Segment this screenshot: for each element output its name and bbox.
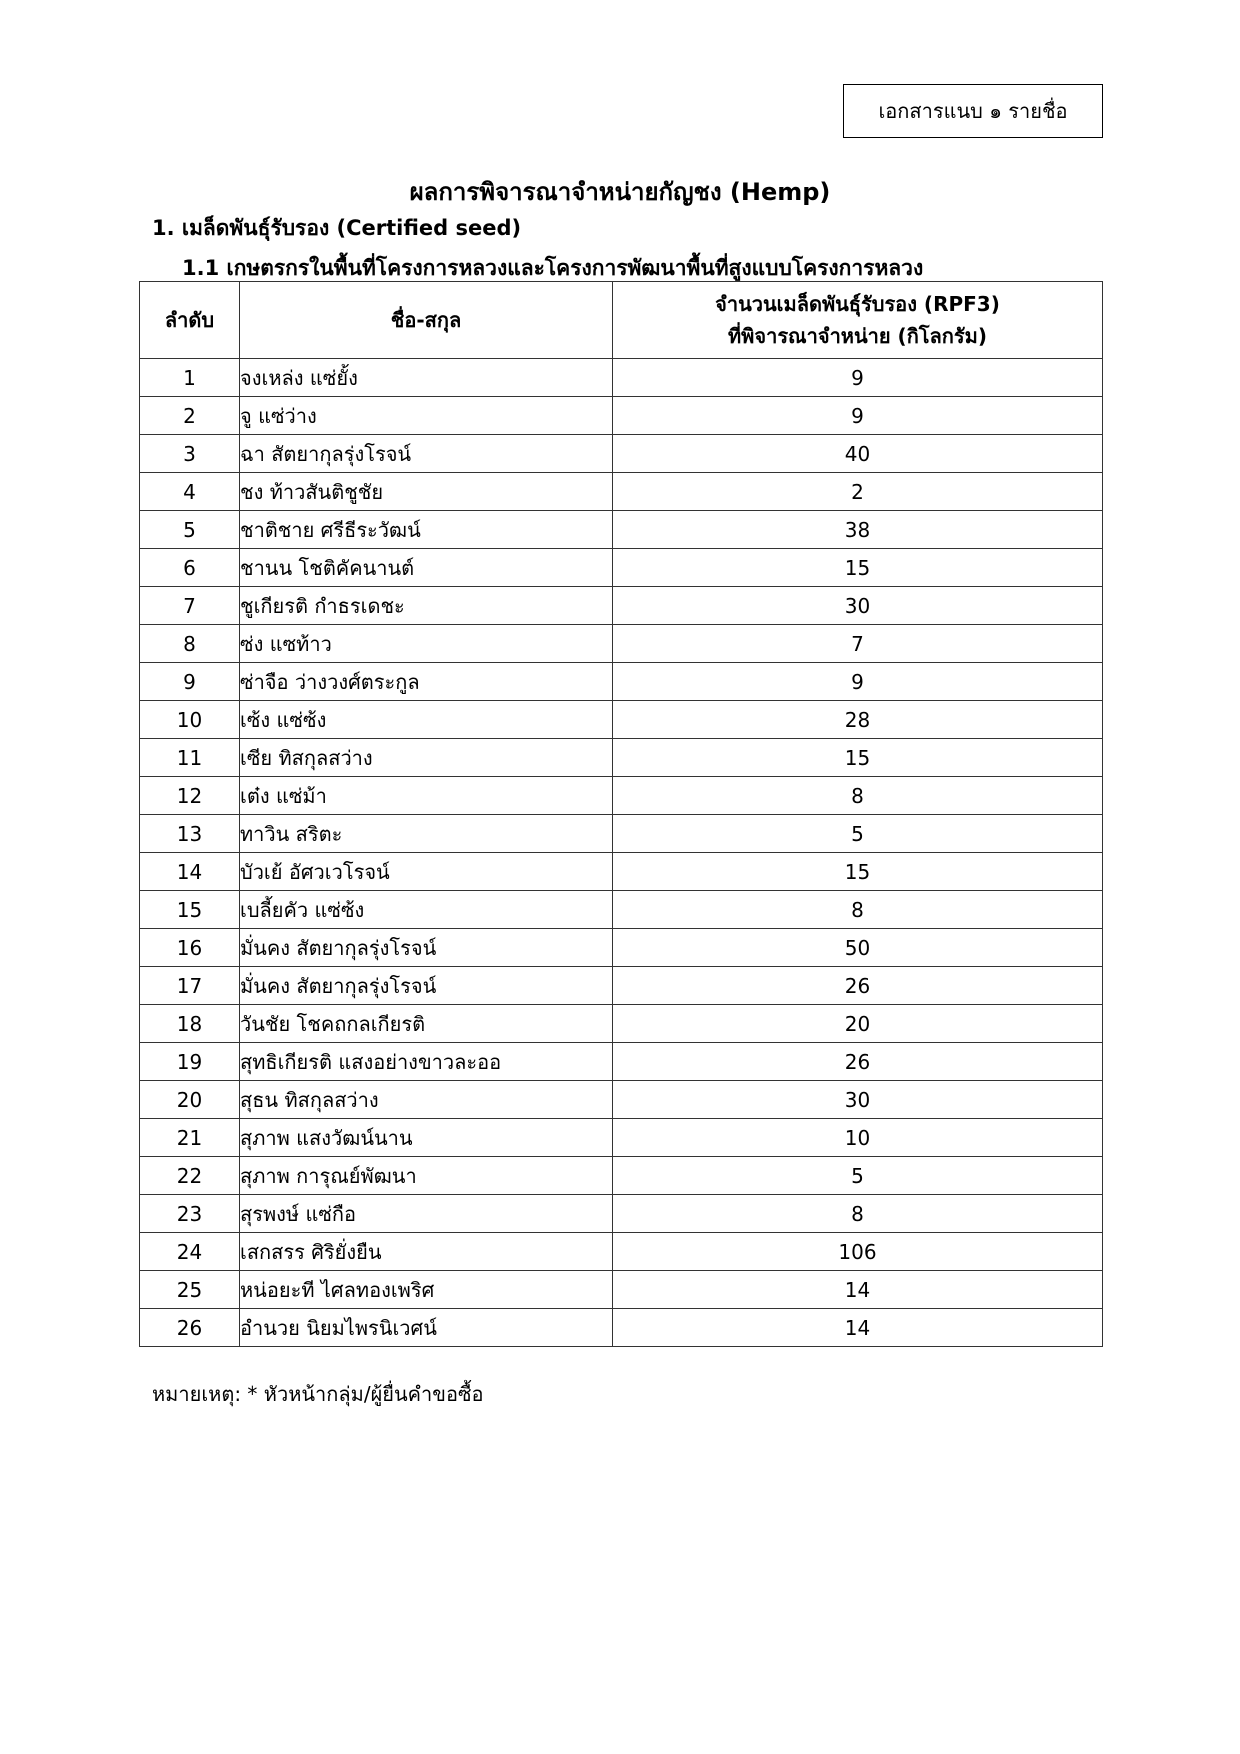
attachment-label: เอกสารแนบ ๑ รายชื่อ: [878, 99, 1068, 123]
row-name-cell: เซ้ง แซ่ซ้ง: [240, 701, 613, 739]
row-name-cell: ชูเกียรติ กำธรเดชะ: [240, 587, 613, 625]
row-name-cell: อำนวย นิยมไพรนิเวศน์: [240, 1309, 613, 1347]
table-row: [140, 1157, 1103, 1195]
row-number-cell: 24: [140, 1233, 240, 1271]
row-quantity-cell: 40: [613, 435, 1103, 473]
row-name-cell: ฉา สัตยากุลรุ่งโรจน์: [240, 435, 613, 473]
row-name-cell: จู แซ่ว่าง: [240, 397, 613, 435]
row-number-cell: 17: [140, 967, 240, 1005]
section-heading: 1. เมล็ดพันธุ์รับรอง (Certified seed): [152, 216, 522, 240]
row-quantity-cell: 15: [613, 853, 1103, 891]
row-quantity-cell: 9: [613, 397, 1103, 435]
row-number-cell: 4: [140, 473, 240, 511]
row-number-cell: 9: [140, 663, 240, 701]
row-name-cell: สุธน ทิสกุลสว่าง: [240, 1081, 613, 1119]
row-number-cell: 21: [140, 1119, 240, 1157]
footnote: หมายเหตุ: * หัวหน้ากลุ่ม/ผู้ยื่นคำขอซื้อ: [152, 1382, 484, 1406]
row-name-cell: ซ่ง แซท้าว: [240, 625, 613, 663]
table-row: [140, 511, 1103, 549]
header-name: ชื่อ-สกุล: [240, 282, 613, 359]
table-row: [140, 1005, 1103, 1043]
table-row: [140, 1081, 1103, 1119]
header-quantity-line2: ที่พิจารณาจำหน่าย (กิโลกรัม): [728, 324, 987, 348]
row-name-cell: สุทธิเกียรติ แสงอย่างขาวละออ: [240, 1043, 613, 1081]
row-quantity-cell: 26: [613, 1043, 1103, 1081]
table-body: [140, 359, 1103, 1347]
subsection-heading: 1.1 เกษตรกรในพื้นที่โครงการหลวงและโครงการพัฒนาพื้นที่สูงแบบโครงการหลวง: [182, 256, 924, 280]
row-quantity-cell: 10: [613, 1119, 1103, 1157]
table-row: [140, 663, 1103, 701]
row-number-cell: 8: [140, 625, 240, 663]
row-quantity-cell: 14: [613, 1309, 1103, 1347]
row-number-cell: 26: [140, 1309, 240, 1347]
table-header-row: [140, 282, 1103, 359]
table-row: [140, 1195, 1103, 1233]
row-quantity-cell: 15: [613, 549, 1103, 587]
row-name-cell: สุรพงษ์ แซ่กือ: [240, 1195, 613, 1233]
row-name-cell: บัวเย้ อัศวเวโรจน์: [240, 853, 613, 891]
row-number-cell: 1: [140, 359, 240, 397]
row-name-cell: สุภาพ แสงวัฒน์นาน: [240, 1119, 613, 1157]
header-quantity: [613, 282, 1103, 359]
row-number-cell: 16: [140, 929, 240, 967]
row-quantity-cell: 9: [613, 663, 1103, 701]
row-quantity-cell: 9: [613, 359, 1103, 397]
row-name-cell: มั่นคง สัตยากุลรุ่งโรจน์: [240, 929, 613, 967]
row-number-cell: 23: [140, 1195, 240, 1233]
row-number-cell: 6: [140, 549, 240, 587]
row-number-cell: 18: [140, 1005, 240, 1043]
table-row: [140, 967, 1103, 1005]
row-name-cell: เสกสรร ศิริยั่งยืน: [240, 1233, 613, 1271]
header-quantity-line1: จำนวนเมล็ดพันธุ์รับรอง (RPF3): [715, 292, 1000, 316]
table-row: [140, 473, 1103, 511]
row-name-cell: ซ่าจือ ว่างวงศ์ตระกูล: [240, 663, 613, 701]
row-quantity-cell: 30: [613, 1081, 1103, 1119]
table-row: [140, 815, 1103, 853]
table-row: [140, 1309, 1103, 1347]
row-number-cell: 12: [140, 777, 240, 815]
seed-allocation-table: [139, 281, 1103, 1347]
row-number-cell: 2: [140, 397, 240, 435]
row-quantity-cell: 28: [613, 701, 1103, 739]
row-number-cell: 7: [140, 587, 240, 625]
row-number-cell: 13: [140, 815, 240, 853]
table-row: [140, 777, 1103, 815]
row-quantity-cell: 5: [613, 815, 1103, 853]
row-name-cell: ชานน โชติคัคนานต์: [240, 549, 613, 587]
row-name-cell: มั่นคง สัตยากุลรุ่งโรจน์: [240, 967, 613, 1005]
row-name-cell: หน่อยะที ไศลทองเพริศ: [240, 1271, 613, 1309]
row-number-cell: 3: [140, 435, 240, 473]
row-name-cell: จงเหล่ง แซ่ยั้ง: [240, 359, 613, 397]
document-title: ผลการพิจารณาจำหน่ายกัญชง (Hemp): [409, 178, 831, 206]
row-quantity-cell: 2: [613, 473, 1103, 511]
attachment-label-box: [843, 84, 1103, 138]
table-row: [140, 929, 1103, 967]
row-quantity-cell: 7: [613, 625, 1103, 663]
row-quantity-cell: 5: [613, 1157, 1103, 1195]
row-number-cell: 5: [140, 511, 240, 549]
row-name-cell: สุภาพ การุณย์พัฒนา: [240, 1157, 613, 1195]
row-quantity-cell: 30: [613, 587, 1103, 625]
table-row: [140, 397, 1103, 435]
row-number-cell: 15: [140, 891, 240, 929]
table-row: [140, 701, 1103, 739]
row-quantity-cell: 8: [613, 777, 1103, 815]
table-row: [140, 739, 1103, 777]
row-quantity-cell: 26: [613, 967, 1103, 1005]
row-name-cell: วันชัย โชคถกลเกียรติ: [240, 1005, 613, 1043]
row-quantity-cell: 106: [613, 1233, 1103, 1271]
row-quantity-cell: 20: [613, 1005, 1103, 1043]
row-quantity-cell: 50: [613, 929, 1103, 967]
table-row: [140, 1043, 1103, 1081]
row-quantity-cell: 15: [613, 739, 1103, 777]
table-row: [140, 1271, 1103, 1309]
table-row: [140, 1233, 1103, 1271]
table-row: [140, 435, 1103, 473]
row-name-cell: เบลี้ยคัว แซ่ซ้ง: [240, 891, 613, 929]
row-name-cell: ชง ท้าวสันติชูชัย: [240, 473, 613, 511]
row-number-cell: 19: [140, 1043, 240, 1081]
table-row: [140, 587, 1103, 625]
table-row: [140, 359, 1103, 397]
table-row: [140, 1119, 1103, 1157]
row-name-cell: เต๋ง แซ่ม้า: [240, 777, 613, 815]
row-name-cell: ทาวิน สริตะ: [240, 815, 613, 853]
row-quantity-cell: 14: [613, 1271, 1103, 1309]
row-quantity-cell: 8: [613, 1195, 1103, 1233]
row-name-cell: เซีย ทิสกุลสว่าง: [240, 739, 613, 777]
table-row: [140, 625, 1103, 663]
table-row: [140, 891, 1103, 929]
header-no: ลำดับ: [140, 282, 240, 359]
row-quantity-cell: 38: [613, 511, 1103, 549]
table-row: [140, 549, 1103, 587]
row-number-cell: 25: [140, 1271, 240, 1309]
row-quantity-cell: 8: [613, 891, 1103, 929]
row-number-cell: 10: [140, 701, 240, 739]
row-number-cell: 20: [140, 1081, 240, 1119]
table-row: [140, 853, 1103, 891]
row-name-cell: ชาติชาย ศรีธีระวัฒน์: [240, 511, 613, 549]
row-number-cell: 11: [140, 739, 240, 777]
row-number-cell: 14: [140, 853, 240, 891]
row-number-cell: 22: [140, 1157, 240, 1195]
